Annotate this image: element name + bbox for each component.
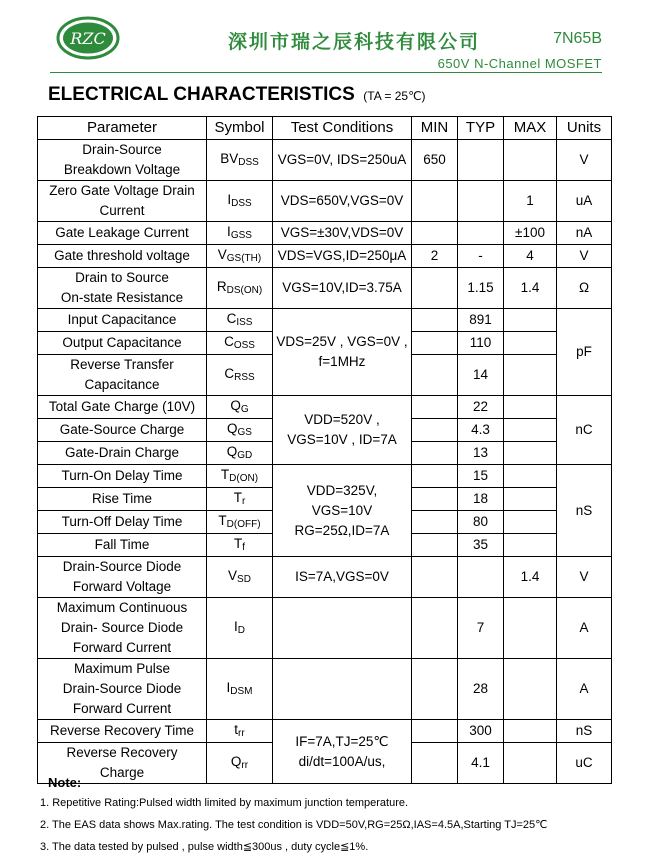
typ-cell: 1.15 [458, 268, 504, 309]
notes-heading: Note: [48, 775, 82, 790]
condition-cell: VGS=0V, IDS=250uA [273, 140, 412, 181]
param-line: Drain-Source [82, 142, 162, 157]
param-line: Forward Voltage [72, 579, 172, 594]
symbol-cell: $Q_{rr}$ [207, 743, 273, 784]
param-cell [38, 659, 207, 720]
condition-line: VDD=325V, [306, 482, 378, 498]
param-cell [38, 557, 207, 598]
condition-cell [273, 465, 412, 557]
param-cell: Fall Time [38, 534, 207, 557]
min-cell [412, 332, 458, 355]
param-cell: Rise Time [38, 488, 207, 511]
unit-cell: A [557, 598, 612, 659]
min-cell [412, 720, 458, 743]
symbol-cell: $I_{DSM}$ [207, 659, 273, 720]
condition-line: VDD=520V , [304, 412, 380, 427]
part-number: 7N65B [553, 30, 602, 47]
param-cell: Gate-Source Charge [38, 419, 207, 442]
param-line: Drain to Source [75, 270, 169, 285]
max-cell: 1.4 [504, 557, 557, 598]
unit-cell: pF [557, 309, 612, 396]
param-line: Drain-Source Diode [62, 681, 182, 696]
table-row [38, 245, 612, 268]
typ-cell: 300 [458, 720, 504, 743]
min-cell [412, 659, 458, 720]
notes-section [40, 775, 620, 862]
param-cell: Turn-Off Delay Time [38, 511, 207, 534]
typ-cell: 7 [458, 598, 504, 659]
table-row [38, 598, 612, 659]
condition-line: VGS=10V , ID=7A [287, 432, 397, 447]
unit-cell: nA [557, 222, 612, 245]
condition-cell: IS=7A,VGS=0V [273, 557, 412, 598]
symbol-cell: $Q_G$ [207, 396, 273, 419]
symbol-cell: $T_f$ [207, 534, 273, 557]
min-cell [412, 355, 458, 396]
min-cell [412, 181, 458, 222]
min-cell [412, 222, 458, 245]
max-cell [504, 396, 557, 419]
param-cell: Gate-Drain Charge [38, 442, 207, 465]
electrical-characteristics-table [37, 116, 612, 784]
page-header [0, 0, 652, 80]
min-cell [412, 268, 458, 309]
min-cell [412, 396, 458, 419]
note-item: 3. The data tested by pulsed , pulse width≦300us , duty cycle≦1%. [40, 841, 369, 853]
typ-cell [458, 557, 504, 598]
max-cell [504, 598, 557, 659]
max-cell [504, 465, 557, 488]
table-row [38, 557, 612, 598]
note-item: 1. Repetitive Rating:Pulsed width limited by maximum junction temperature. [40, 797, 409, 809]
column-header: MIN [412, 117, 458, 140]
condition-line: f=1MHz [318, 354, 366, 369]
column-header: Parameter [38, 117, 207, 140]
symbol-cell: $C_{OSS}$ [207, 332, 273, 355]
unit-cell: nS [557, 465, 612, 557]
unit-cell: Ω [557, 268, 612, 309]
column-header: TYP [458, 117, 504, 140]
table-row [38, 720, 612, 743]
header-divider [50, 72, 602, 73]
min-cell [412, 442, 458, 465]
condition-line: RG=25Ω,ID=7A [294, 522, 390, 538]
max-cell [504, 488, 557, 511]
symbol-cell: $C_{RSS}$ [207, 355, 273, 396]
symbol-cell: $Q_{GS}$ [207, 419, 273, 442]
param-cell [38, 598, 207, 659]
max-cell: ±100 [504, 222, 557, 245]
typ-cell: 80 [458, 511, 504, 534]
symbol-cell: $R_{DS(ON)}$ [207, 268, 273, 309]
table-row [38, 268, 612, 309]
column-header: Units [557, 117, 612, 140]
param-line: Drain-Source Diode [62, 559, 182, 574]
company-name: 深圳市瑞之辰科技有限公司 [228, 31, 481, 53]
max-cell: 1.4 [504, 268, 557, 309]
condition-line: VGS=10V [311, 502, 373, 518]
symbol-cell: $V_{SD}$ [207, 557, 273, 598]
table-row [38, 309, 612, 332]
param-line: Drain- Source Diode [60, 620, 184, 635]
typ-cell: 13 [458, 442, 504, 465]
param-line: Zero Gate Voltage Drain [49, 183, 195, 198]
param-cell: Input Capacitance [38, 309, 207, 332]
typ-cell: - [458, 245, 504, 268]
min-cell [412, 511, 458, 534]
min-cell [412, 465, 458, 488]
symbol-cell: $C_{ISS}$ [207, 309, 273, 332]
param-line: Forward Current [72, 640, 172, 655]
min-cell [412, 309, 458, 332]
condition-cell [273, 309, 412, 396]
typ-cell: 15 [458, 465, 504, 488]
min-cell [412, 419, 458, 442]
typ-cell [458, 181, 504, 222]
typ-cell: 28 [458, 659, 504, 720]
max-cell [504, 720, 557, 743]
table-row [38, 140, 612, 181]
symbol-cell: $I_D$ [207, 598, 273, 659]
section-title-text: ELECTRICAL CHARACTERISTICS [48, 84, 355, 105]
min-cell: 650 [412, 140, 458, 181]
table-row [38, 659, 612, 720]
typ-cell: 891 [458, 309, 504, 332]
min-cell [412, 598, 458, 659]
condition-line: IF=7A,TJ=25℃ [295, 733, 389, 749]
note-item: 2. The EAS data shows Max.rating. The test condition is VDD=50V,RG=25Ω,IAS=4.5A,Starting TJ=25℃ [40, 819, 548, 831]
param-line: Reverse Recovery [66, 745, 178, 760]
min-cell: 2 [412, 245, 458, 268]
table-row [38, 181, 612, 222]
param-cell: Turn-On Delay Time [38, 465, 207, 488]
unit-cell: V [557, 557, 612, 598]
param-cell: Gate threshold voltage [38, 245, 207, 268]
device-subtitle: 650V N-Channel MOSFET [437, 56, 602, 71]
unit-cell: A [557, 659, 612, 720]
unit-cell: nC [557, 396, 612, 465]
symbol-cell: $I_{DSS}$ [207, 181, 273, 222]
unit-cell: uC [557, 743, 612, 784]
company-logo [56, 16, 120, 60]
typ-cell: 4.3 [458, 419, 504, 442]
typ-cell: 18 [458, 488, 504, 511]
param-cell: Output Capacitance [38, 332, 207, 355]
typ-cell: 4.1 [458, 743, 504, 784]
param-cell [38, 140, 207, 181]
max-cell: 4 [504, 245, 557, 268]
param-cell [38, 181, 207, 222]
logo-text: RZC [70, 29, 106, 48]
symbol-cell: $T_{D(ON)}$ [207, 465, 273, 488]
param-line: Capacitance [84, 377, 160, 392]
column-header: MAX [504, 117, 557, 140]
max-cell: 1 [504, 181, 557, 222]
column-header: Symbol [207, 117, 273, 140]
max-cell [504, 534, 557, 557]
max-cell [504, 309, 557, 332]
unit-cell: V [557, 140, 612, 181]
typ-cell [458, 140, 504, 181]
max-cell [504, 442, 557, 465]
symbol-cell: $I_{GSS}$ [207, 222, 273, 245]
table-row [38, 222, 612, 245]
symbol-cell: $BV_{DSS}$ [207, 140, 273, 181]
symbol-cell: $t_{rr}$ [207, 720, 273, 743]
min-cell [412, 488, 458, 511]
param-line: On-state Resistance [60, 290, 184, 305]
section-condition: (TA = 25℃) [363, 89, 426, 103]
param-cell [38, 355, 207, 396]
param-line: Reverse Transfer [70, 357, 174, 372]
condition-cell: VGS=±30V,VDS=0V [273, 222, 412, 245]
max-cell [504, 511, 557, 534]
unit-cell: nS [557, 720, 612, 743]
column-header: Test Conditions [273, 117, 412, 140]
unit-cell: uA [557, 181, 612, 222]
typ-cell: 14 [458, 355, 504, 396]
condition-cell: VDS=650V,VGS=0V [273, 181, 412, 222]
max-cell [504, 419, 557, 442]
param-line: Maximum Pulse [73, 661, 171, 676]
condition-line: VDS=25V , VGS=0V , [276, 334, 408, 349]
unit-cell: V [557, 245, 612, 268]
param-line: Current [99, 203, 145, 218]
condition-cell: VGS=10V,ID=3.75A [273, 268, 412, 309]
table-row [38, 396, 612, 419]
table-row [38, 465, 612, 488]
min-cell [412, 534, 458, 557]
min-cell [412, 557, 458, 598]
symbol-cell: $T_r$ [207, 488, 273, 511]
typ-cell [458, 222, 504, 245]
param-cell [38, 268, 207, 309]
param-line: Forward Current [72, 701, 172, 716]
param-cell: Reverse Recovery Time [38, 720, 207, 743]
typ-cell: 22 [458, 396, 504, 419]
param-cell: Gate Leakage Current [38, 222, 207, 245]
section-title [48, 84, 426, 106]
condition-cell [273, 659, 412, 720]
param-line: Charge [99, 765, 145, 780]
max-cell [504, 355, 557, 396]
condition-cell [273, 720, 412, 784]
condition-cell [273, 598, 412, 659]
param-cell: Total Gate Charge (10V) [38, 396, 207, 419]
typ-cell: 110 [458, 332, 504, 355]
table-header-row [38, 117, 612, 140]
max-cell [504, 332, 557, 355]
param-line: Maximum Continuous [56, 600, 188, 615]
symbol-cell: $T_{D(OFF)}$ [207, 511, 273, 534]
condition-cell [273, 396, 412, 465]
condition-cell: VDS=VGS,ID=250μA [273, 245, 412, 268]
param-line: Breakdown Voltage [63, 162, 181, 177]
symbol-cell: $V_{GS(TH)}$ [207, 245, 273, 268]
symbol-cell: $Q_{GD}$ [207, 442, 273, 465]
typ-cell: 35 [458, 534, 504, 557]
max-cell [504, 659, 557, 720]
condition-line: di/dt=100A/us, [298, 753, 386, 769]
max-cell [504, 140, 557, 181]
